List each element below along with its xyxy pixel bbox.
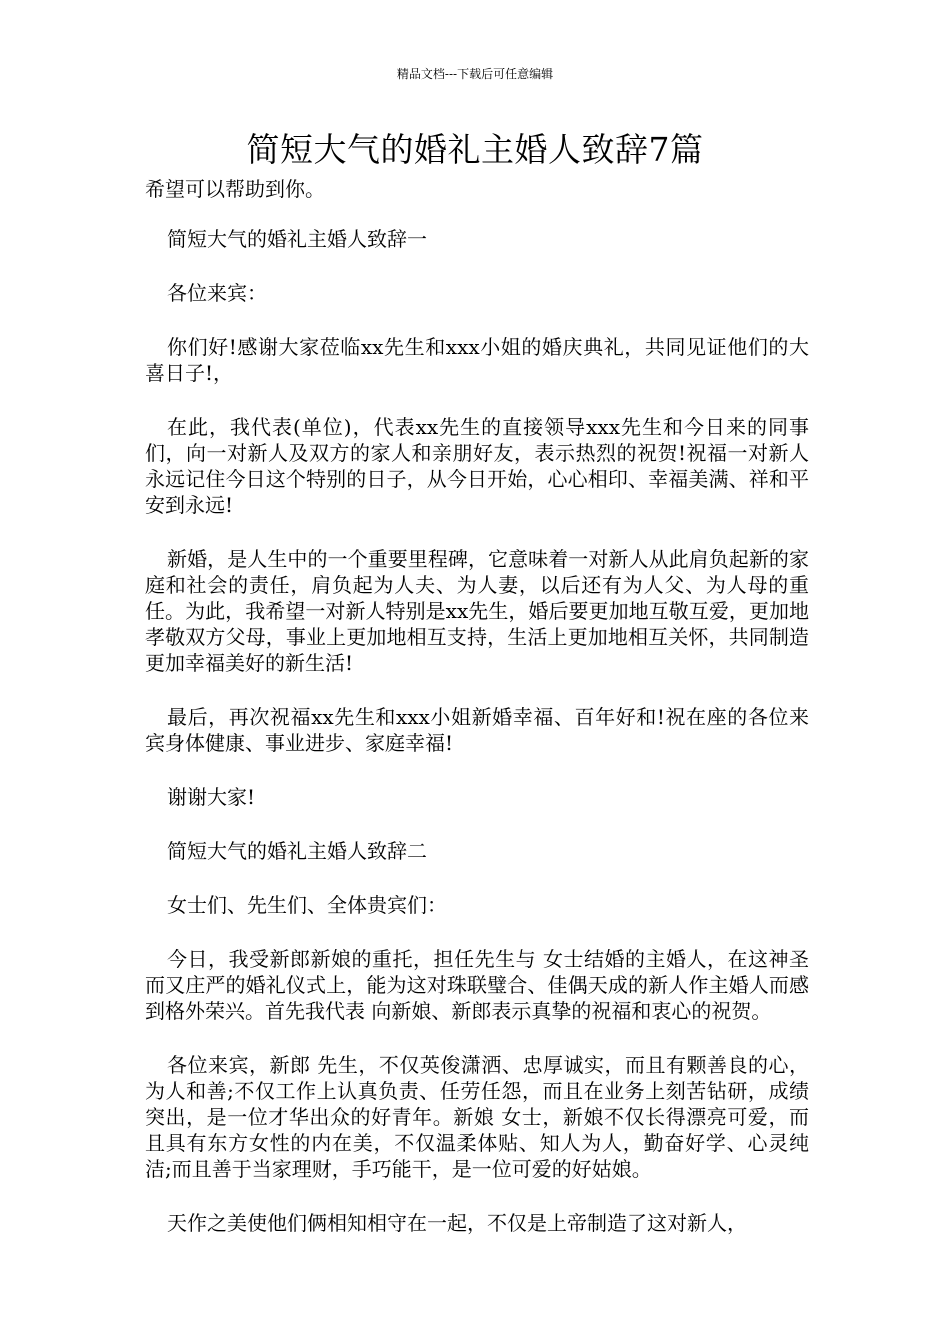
section-heading-2: 简短大气的婚礼主婚人致辞二: [167, 839, 427, 863]
closing-paragraph: 谢谢大家!: [167, 785, 256, 809]
body-paragraph: 天作之美使他们俩相知相守在一起，不仅是上帝制造了这对新人，: [167, 1211, 747, 1235]
body-paragraph: 最后，再次祝福xx先生和xxx小姐新婚幸福、百年好和!祝在座的各位来宾身体健康、事业进步、家庭幸福!: [145, 705, 809, 755]
body-paragraph: 新婚，是人生中的一个重要里程碑，它意味着一对新人从此肩负起新的家庭和社会的责任，肩负起为人夫、为人妻，以后还有为人父、为人母的重任。为此，我希望一对新人特别是xx先生，婚后要更加地互敬互爱，更加地孝敬双方父母，事业上更加地相互支持，生活上更加地相互关怀，共同制造更加幸福美好的新生活!: [145, 547, 809, 675]
section-heading-1: 简短大气的婚礼主婚人致辞一: [167, 227, 427, 251]
page-header: 精品文档---下载后可任意编辑: [396, 67, 554, 81]
body-paragraph: 在此，我代表(单位)，代表xx先生的直接领导xxx先生和今日来的同事们，向一对新人及双方的家人和亲朋好友，表示热烈的祝贺!祝福一对新人永远记住今日这个特别的日子，从今日开始，心心相印、幸福美满、祥和平安到永远!: [145, 415, 809, 517]
document-title: 简短大气的婚礼主婚人致辞7篇: [246, 130, 704, 169]
intro-paragraph: 希望可以帮助到你。: [145, 177, 325, 201]
document-body: [145, 176, 809, 1264]
body-paragraph: 你们好!感谢大家莅临xx先生和xxx小姐的婚庆典礼，共同见证他们的大喜日子!，: [145, 335, 809, 385]
salutation-paragraph: 各位来宾：: [167, 281, 267, 305]
body-paragraph: 今日，我受新郎新娘的重托，担任先生与 女士结婚的主婚人，在这神圣而又庄严的婚礼仪式上，能为这对珠联璧合、佳偶天成的新人作主婚人而感到格外荣兴。首先我代表 向新娘、新郎表示真挚的祝福和衷心的祝贺。: [145, 947, 809, 1023]
body-paragraph: 各位来宾，新郎 先生，不仅英俊潇洒、忠厚诚实，而且有颗善良的心，为人和善;不仅工作上认真负责、任劳任怨，而且在业务上刻苦钻研，成绩突出，是一位才华出众的好青年。新娘 女士，新娘不仅长得漂亮可爱，而且具有东方女性的内在美，不仅温柔体贴、知人为人，勤奋好学、心灵纯洁;而且善于当家理财，手巧能干，是一位可爱的好姑娘。: [145, 1053, 809, 1181]
salutation-paragraph: 女士们、先生们、全体贵宾们：: [167, 893, 447, 917]
